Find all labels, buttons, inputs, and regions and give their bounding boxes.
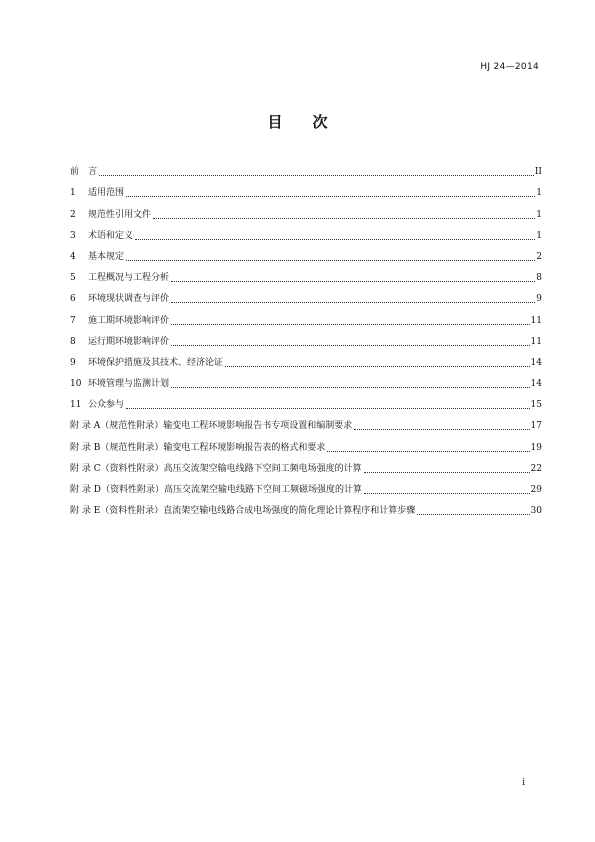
toc-entry[interactable] — [70, 475, 542, 496]
toc-entry-number: 附 录 E — [70, 506, 101, 517]
toc-leader-dots — [171, 324, 530, 325]
toc-entry-label: 工程概况与工程分析 — [88, 273, 170, 284]
toc-entry-page: 14 — [530, 357, 542, 368]
toc-leader-dots — [225, 366, 530, 367]
toc-entry-label: 环境现状调查与评价 — [88, 294, 170, 305]
toc-entry-page: 19 — [530, 442, 542, 453]
toc-leader-dots — [135, 239, 535, 240]
toc-leader-dots — [126, 408, 530, 409]
toc-entry-number: 6 — [70, 294, 76, 305]
toc-entry-label: 规范性引用文件 — [88, 209, 152, 220]
toc-entry[interactable] — [70, 178, 542, 199]
toc-entry-label: 运行期环境影响评价 — [88, 336, 170, 347]
toc-leader-dots — [364, 472, 530, 473]
toc-entry-label: 术语和定义 — [88, 230, 134, 241]
toc-entry-page: 1 — [536, 188, 542, 199]
toc-entry-number: 3 — [70, 230, 76, 241]
toc-entry[interactable] — [70, 327, 542, 348]
toc-entry-number: 10 — [70, 379, 82, 390]
toc-entry[interactable] — [70, 221, 542, 242]
toc-entry-number: 5 — [70, 273, 76, 284]
toc-entry[interactable] — [70, 242, 542, 263]
toc-entry-page: 17 — [530, 421, 542, 432]
toc-leader-dots — [126, 196, 535, 197]
toc-entry-page: 29 — [530, 485, 542, 495]
toc-list — [70, 157, 542, 517]
toc-entry-page: 30 — [530, 506, 542, 517]
toc-entry-page: II — [534, 167, 542, 178]
toc-entry-label: （规范性附录）输变电工程环境影响报告表的格式和要求 — [100, 442, 326, 453]
toc-leader-dots — [171, 302, 535, 303]
toc-entry-label: 公众参与 — [88, 400, 125, 411]
toc-entry-number: 8 — [70, 336, 76, 347]
toc-leader-dots — [153, 218, 535, 219]
toc-entry-number: 2 — [70, 209, 76, 220]
toc-entry-label: （资料性附录）高压交流架空输电线路下空间工频电场强度的计算 — [100, 463, 362, 474]
toc-entry-label: 环境管理与监测计划 — [88, 379, 170, 390]
toc-entry-page: 11 — [530, 336, 542, 347]
toc-entry-page: 1 — [536, 230, 542, 241]
toc-entry[interactable] — [70, 369, 542, 390]
toc-entry-label: 基本规定 — [88, 251, 125, 262]
toc-title — [0, 111, 595, 132]
toc-leader-dots — [171, 345, 530, 346]
toc-entry[interactable] — [70, 496, 542, 517]
toc-entry-page: 1 — [536, 209, 542, 220]
toc-entry-number: 1 — [70, 188, 76, 199]
toc-entry[interactable] — [70, 432, 542, 453]
toc-entry-label: （资料性附录）高压交流架空输电线路下空间工频磁场强度的计算 — [100, 485, 362, 495]
toc-entry-number: 附 录 A — [70, 421, 101, 432]
toc-entry-page: 8 — [536, 273, 542, 284]
toc-entry[interactable] — [70, 390, 542, 411]
toc-entry-number: 附 录 C — [70, 463, 101, 474]
toc-entry-label: 适用范围 — [88, 188, 125, 199]
toc-title-part2: 次 — [312, 113, 328, 131]
toc-leader-dots — [364, 493, 530, 494]
toc-entry[interactable] — [70, 157, 542, 178]
toc-leader-dots — [417, 514, 529, 515]
toc-entry-number: 前 言 — [70, 167, 98, 178]
toc-entry-label: 施工期环境影响评价 — [88, 315, 170, 326]
toc-leader-dots — [354, 429, 529, 430]
toc-entry[interactable] — [70, 263, 542, 284]
toc-entry-number: 7 — [70, 315, 76, 326]
toc-leader-dots — [171, 281, 535, 282]
toc-entry-label: 环境保护措施及其技术、经济论证 — [88, 357, 224, 368]
toc-entry[interactable] — [70, 284, 542, 305]
toc-entry-page: 9 — [536, 294, 542, 305]
toc-entry-number: 4 — [70, 251, 76, 262]
toc-entry-page: 2 — [536, 251, 542, 262]
toc-entry-number: 9 — [70, 357, 76, 368]
toc-entry-label: （资料性附录）直流架空输电线路合成电场强度的简化理论计算程序和计算步骤 — [100, 506, 416, 517]
page-number: i — [522, 778, 525, 788]
toc-leader-dots — [126, 260, 535, 261]
toc-entry-page: 15 — [530, 400, 542, 411]
toc-title-part1: 目 — [267, 113, 283, 131]
toc-entry-label: （规范性附录）输变电工程环境影响报告书专项设置和编制要求 — [100, 421, 353, 432]
toc-entry[interactable] — [70, 454, 542, 475]
standard-code: HJ 24—2014 — [480, 62, 539, 72]
toc-leader-dots — [327, 451, 529, 452]
toc-entry[interactable] — [70, 348, 542, 369]
toc-entry-number: 11 — [70, 400, 82, 411]
toc-leader-dots — [171, 387, 530, 388]
toc-entry-page: 11 — [530, 315, 542, 326]
toc-entry[interactable] — [70, 199, 542, 220]
toc-entry[interactable] — [70, 305, 542, 326]
toc-entry-number: 附 录 D — [70, 485, 101, 495]
toc-leader-dots — [99, 175, 534, 176]
toc-entry-number: 附 录 B — [70, 442, 101, 453]
toc-entry-page: 14 — [530, 379, 542, 390]
toc-entry-page: 22 — [530, 463, 542, 474]
toc-entry[interactable] — [70, 411, 542, 432]
